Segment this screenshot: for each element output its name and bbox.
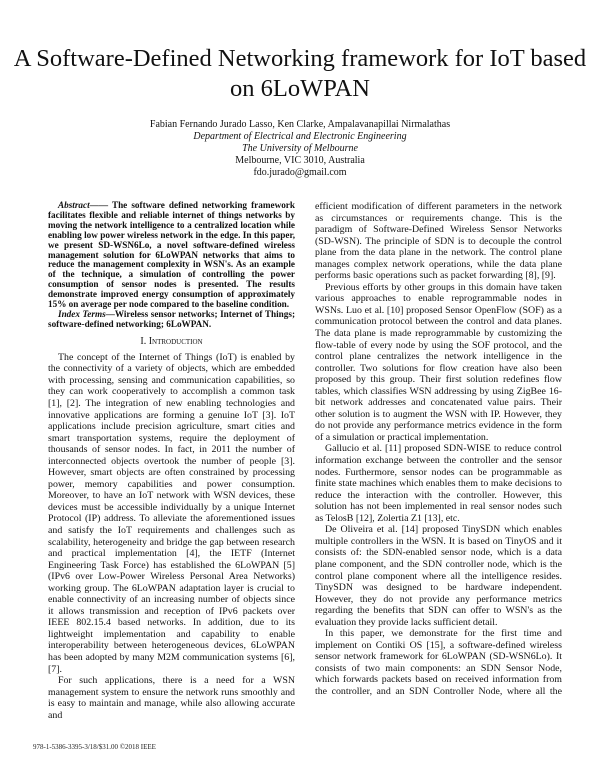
body-paragraph: Gallucio et al. [11] proposed SDN-WISE to reduce control information exchange between the controller and the sensor nodes. Furthermore, sensor nodes can be programmable as finite state machines which enables them to make decisions to reduce the interaction with the controller. However, this solution has not been implemented in real sensor nodes such as TelosB [12], Zolertia Z1 [13], etc. xyxy=(315,443,562,524)
section-heading-introduction: I. Introduction xyxy=(140,335,203,347)
body-paragraph: De Oliveira et al. [14] proposed TinySDN which enables multiple controllers in the WSN. It is based on TinyOS and it consists of: the SDN-enabled sensor node, which is a data plane component, and the SDN controller node, which is the control plane component where all the intelligence resides. TinySDN was designed to be hardware independent. However, they do not provide any performance metrics regarding the benefits that SDN can offer to WSN's as the evaluation they provide lacks sufficient detail. xyxy=(315,524,562,628)
right-column xyxy=(315,201,562,698)
copyright-footer: 978-1-5386-3395-3/18/$31.00 ©2018 IEEE xyxy=(33,743,156,751)
paper-title: A Software-Defined Networking framework for IoT based on 6LoWPAN xyxy=(13,45,587,102)
abstract-label: Abstract xyxy=(58,200,90,210)
body-paragraph: The concept of the Internet of Things (IoT) is enabled by the connectivity of a variety of objects, which are embedded with processing, sensing and communication capabilities, so they can work cooperatively to accomplish a common task [1], [2]. The integration of new enabling technologies and innovative applications are forming a genuine IoT [3]. IoT applications include precision agriculture, smart cities and smart transportation systems, require the deployment of thousands of sensor nodes. In fact, in 2011 the number of interconnected objects overtook the number of people [3]. However, smart objects are often constrained by processing power, memory capabilities and power consumption. Moreover, to have an IoT network with WSN devices, these devices must be accessible individually by a unique Internet Protocol (IP) address. To alleviate the aforementioned issues and satisfy the IoT requirements and challenges such as scalability, heterogeneity and bridge the gap between research and practical implementation [4], the IETF (Internet Engineering Task Force) has established the 6LoWPAN [5] (IPv6 over Low-Power Wireless Personal Area Networks) working group. The 6LoWPAN adaptation layer is crucial to enable connectivity of an increasing number of objects since it allows transmission and reception of IPv6 packets over IEEE 802.15.4 based networks. In addition, due to its lightweight implementation and capability to enable interoperability between heterogeneous devices, 6LoWPAN has been adopted by many M2M communication systems [6], [7]. xyxy=(48,351,295,675)
author-block xyxy=(0,119,600,179)
author-names: Fabian Fernando Jurado Lasso, Ken Clarke, Ampalavanapillai Nirmalathas xyxy=(149,119,451,130)
left-column xyxy=(48,201,295,721)
author-department: Department of Electrical and Electronic Engineering xyxy=(193,131,407,142)
author-university: The University of Melbourne xyxy=(242,143,358,154)
index-terms xyxy=(48,310,295,330)
index-terms-text: —Wireless sensor networks; Internet of Things; software-defined networking; 6LoWPAN. xyxy=(48,308,295,329)
body-paragraph: In this paper, we demonstrate for the first time and implement on Contiki OS [15], a software-defined wireless sensor network framework for 6LoWPAN (SD-WSN6Lo). It consists of two main components: an SDN Sensor Node, which forwards packets based on received information from the controller, and an SDN Controller Node, where all the xyxy=(315,628,562,697)
author-email: fdo.jurado@gmail.com xyxy=(253,167,347,178)
abstract-text: —— The software defined networking framework facilitates flexible and reliable internet of things networks by moving the network intelligence to a centralized location while enabling low power wireless network in the edge. In this paper, we present SD-WSN6Lo, a novel software-defined wireless management solution for 6LoWPAN networks that aims to reduce the management complexity in WSN's. As an example of the technique, a simulation of controlling the power consumption of sensor nodes is presented. The results demonstrate improved energy consumption of approximately 15% on average per node compared to the baseline condition. xyxy=(48,200,295,310)
body-paragraph: Previous efforts by other groups in this domain have taken various approaches to enable reprogrammable nodes in WSNs. Luo et al. [10] proposed Sensor OpenFlow (SOF) as a communication protocol between the control and data planes. The data plane is made reprogrammable by customizing the flow-table of every node by using the SOF protocol, and the control plane centralizes the network intelligence in the controller. Two solutions for flow creation have also been proposed by this group. Their first solution redefines flow tables, which classifies WSN addressing by using ZigBee 16-bit network addresses and concatenated value pairs. Their other solution is to augment the WSN with IP. However, they do not provide any performance metrics evidence in the form of a simulation or practical implementation. xyxy=(315,281,562,443)
abstract xyxy=(48,201,295,310)
body-paragraph: efficient modification of different parameters in the network as circumstances or requirements change. This is the paradigm of Software-Defined Wireless Sensor Networks (SD-WSN). The principle of SDN is to decouple the control plane from the data plane in the network. The control plane manages complex network operations, while the data plane performs basic operations such as packet forwarding [8], [9]. xyxy=(315,201,562,282)
body-paragraph: For such applications, there is a need for a WSN management system to ensure the network runs smoothly and is easy to maintain and manage, while also allowing accurate and xyxy=(48,675,295,721)
author-location: Melbourne, VIC 3010, Australia xyxy=(235,155,365,166)
index-terms-label: Index Terms xyxy=(58,308,106,319)
